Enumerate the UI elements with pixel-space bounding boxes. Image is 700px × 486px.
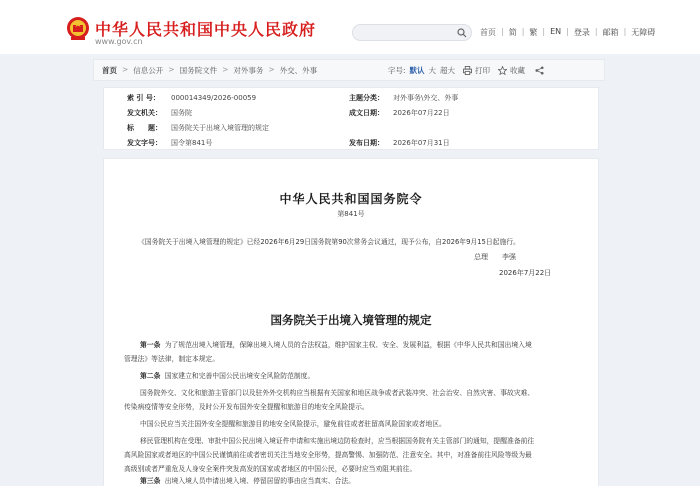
published-date-value: 2026年07月31日	[393, 139, 450, 147]
breadcrumb	[102, 65, 317, 76]
search-input[interactable]	[352, 24, 472, 41]
font-default-button[interactable]: 默认	[409, 66, 425, 75]
nav-divider: |	[521, 27, 525, 36]
category-row	[349, 93, 458, 103]
breadcrumb-foreign-affairs[interactable]: 对外事务	[233, 66, 264, 75]
paragraph-4: 中国公民应当关注国外安全提醒和旅游目的地安全风险提示，避免前往或者驻留高风险国家或者地区。	[140, 420, 446, 428]
order-title: 中华人民共和国国务院令	[279, 192, 423, 206]
nav-divider: |	[594, 27, 598, 36]
breadcrumb-separator: >	[268, 65, 275, 74]
share-icon[interactable]	[535, 66, 544, 75]
font-size-label: 字号:	[388, 66, 406, 75]
nav-divider: |	[623, 27, 627, 36]
breadcrumb-diplomacy[interactable]: 外交、外事	[279, 66, 318, 75]
index-number-value: 000014349/2026-00059	[171, 94, 257, 102]
paragraph-5-line-2: 高风险国家或者地区的中国公民谨慎前往或者密切关注当地安全形势，提高警惕、加强防范、注意安全。其中，对准备前往风险等级为最	[124, 451, 532, 459]
title-value: 国务院关于出境入境管理的规定	[171, 124, 269, 132]
written-date-label: 成文日期：	[349, 109, 384, 117]
published-date-label: 发布日期：	[349, 139, 384, 147]
print-button[interactable]: 打印	[475, 66, 491, 75]
written-date-row	[349, 108, 450, 118]
national-emblem-icon[interactable]	[66, 16, 90, 42]
paragraph-5-line-3: 高级别或者严重危及人身安全案件突发高发的国家或者地区的中国公民，必要时应当劝阻其前往。	[124, 465, 417, 473]
nav-divider: |	[542, 27, 546, 36]
top-nav	[480, 27, 655, 38]
font-large-button[interactable]: 大	[428, 66, 437, 75]
title-label: 标 题：	[127, 124, 162, 132]
issuer-row	[127, 108, 192, 118]
breadcrumb-separator: >	[222, 65, 229, 74]
article-2: 第二条 国家建立和完善中国公民出境安全风险防范制度。	[140, 372, 315, 380]
nav-divider: |	[501, 27, 504, 36]
published-date-row	[349, 138, 450, 148]
site-url: www.gov.cn	[95, 37, 143, 46]
intro-paragraph: 《国务院关于出境入境管理的规定》已经2026年6月29日国务院第90次常务会议通过，现予公布，自2026年9月15日起施行。	[138, 238, 520, 246]
breadcrumb-home[interactable]: 首页	[102, 66, 117, 75]
breadcrumb-info-public[interactable]: 信息公开	[133, 66, 164, 75]
paragraph-3-line-2: 传染病疫情等安全形势，及时公开发布国外安全提醒和旅游目的地安全风险提示。	[124, 403, 369, 411]
paragraph-5-line-1: 移民管理机构在受理、审批中国公民出境入境证件申请和实施出境边防检查时，应当根据国务院有关主管部门的通知，提醒准备前往	[140, 437, 535, 445]
written-date-value: 2026年07月22日	[393, 109, 450, 117]
breadcrumb-state-council-docs[interactable]: 国务院文件	[179, 66, 218, 75]
doc-number-row	[127, 138, 212, 148]
font-xlarge-button[interactable]: 超大	[440, 66, 456, 75]
nav-divider: |	[566, 27, 569, 36]
signer: 总理 李强	[474, 253, 516, 261]
index-number-row	[127, 93, 256, 103]
issuer-label: 发文机关：	[127, 109, 162, 117]
category-value: 对外事务\外交、外事	[393, 94, 459, 102]
nav-mail-link[interactable]: 邮箱	[602, 28, 619, 37]
issuer-value: 国务院	[171, 109, 192, 117]
favorite-icon[interactable]	[498, 66, 507, 75]
breadcrumb-separator: >	[122, 65, 129, 74]
index-number-label: 索 引 号：	[127, 94, 160, 102]
doc-number-label: 发文字号：	[127, 139, 162, 147]
site-header	[0, 0, 700, 54]
title-row	[127, 123, 269, 133]
nav-login-link[interactable]: 登录	[573, 28, 590, 37]
doc-number-value: 国令第841号	[171, 139, 213, 147]
article-1-line-2: 管理法》等法律，制定本规定。	[124, 355, 220, 363]
article-3: 第三条 出境入境人员申请出境入境、停留居留的事由应当真实、合法。	[140, 477, 356, 485]
regulation-title: 国务院关于出境入境管理的规定	[270, 313, 432, 327]
nav-accessibility-link[interactable]: 无障碍	[631, 28, 656, 37]
site-title[interactable]: 中华人民共和国中央人民政府	[95, 20, 317, 39]
sign-date: 2026年7月22日	[499, 269, 552, 277]
favorite-button[interactable]: 收藏	[510, 66, 526, 75]
breadcrumb-separator: >	[168, 65, 175, 74]
nav-simplified-link[interactable]: 简	[508, 28, 517, 37]
paragraph-3-line-1: 国务院外交、文化和旅游主管部门以及驻外外交机构应当根据有关国家和地区战争或者武装冲突、社会治安、自然灾害、事故灾难、	[140, 389, 535, 397]
category-label: 主题分类：	[349, 94, 384, 102]
nav-traditional-link[interactable]: 繁	[529, 28, 538, 37]
search-icon[interactable]	[457, 28, 467, 38]
article-1-line-1: 第一条 为了规范出境入境管理，保障出境入境人员的合法权益，维护国家主权、安全、发展利益，根据《中华人民共和国出境入境	[140, 341, 532, 349]
order-number: 第841号	[337, 210, 365, 218]
nav-home-link[interactable]: 首页	[480, 28, 496, 37]
page-tools	[388, 65, 547, 76]
print-icon[interactable]	[463, 66, 472, 75]
nav-english-link[interactable]: EN	[550, 27, 562, 36]
